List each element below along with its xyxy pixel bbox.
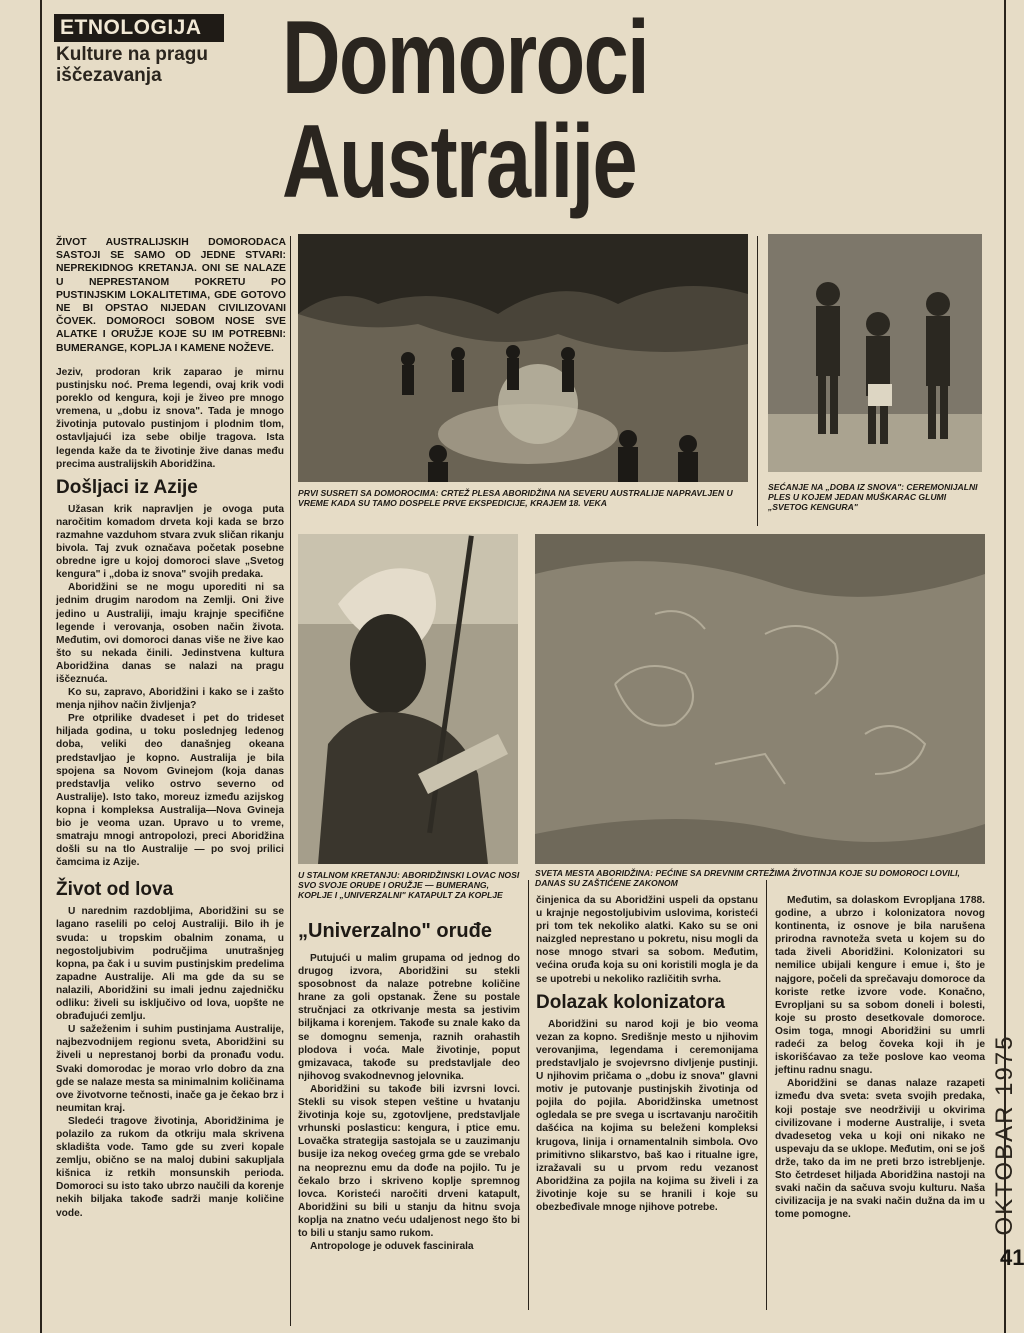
hunter-photo	[298, 534, 518, 864]
dance-drawing-illustration	[298, 234, 748, 482]
column-1	[56, 366, 284, 1220]
paragraph: Aboridžini se ne mogu uporediti ni sa jednim drugim narodom na Zemlji. Oni žive jedino u Australiji, imaju krajnje specifične legende i verovanja, osoben način života. Međutim, ovi domoroci danas više ne žive kao što su nekada činili. Jedinstvena kultura Aboridžina danas se nalazi na pragu iščeznuća.	[56, 582, 284, 685]
caption-photo-2: SEĆANJE NA „DOBA IZ SNOVA": CEREMONIJALNI PLES U KOJEM JEDAN MUŠKARAC GLUMI „SVETOG KENGURA"	[768, 482, 978, 512]
caption-photo-3: U STALNOM KRETANJU: ABORIDŽINSKI LOVAC NOSI SVO SVOJE ORUĐE I ORUŽJE — BUMERANG, KOPLJE I „UNIVERZALNI" KATAPULT ZA KOPLJE	[298, 870, 520, 900]
ceremonial-dance-photo	[768, 234, 982, 472]
margin-date-text: OKTOBAR 1975	[991, 1034, 1018, 1236]
column-4	[775, 894, 985, 1221]
headline-line-1: Domoroci	[282, 0, 649, 116]
subheading-zivot-od-lova: Život od lova	[56, 879, 174, 901]
section-subtitle: Kulture na pragu iščezavanja	[56, 44, 209, 86]
paragraph: Aboridžini su takođe bili izvrsni lovci. Stekli su visok stepen veštine u hvatanju životinja koje su, zgotovljene, predstavljale vrhunski poslasticu: kengura, i ptice emu. Lovačka strategija sastojala se u zauzimanju busije iza nekog ovećeg grma gde se vrebalo na neopreznu emu da dođe na pojilo. Tu je čekalo brzo i skriveno koplje spremnog lovca. Koristeći naročiti drveni katapult, Aboridžini su bili u stanju da hitnu svoja koplja na znatno veću udaljenost nego što bi to bili u stanju samo rukom.	[298, 1083, 520, 1239]
paragraph: činjenica da su Aboridžini uspeli da opstanu u krajnje negostoljubivim uslovima, koristeći pri tom tek nekoliko alatki. Kako su se oni naizgled neprestano u pokretu, nisu mogli da nose mnogo stvari sa sobom. Međutim, većina oruđa koja su oni koristili mogla je da se upotrebi u nekoliko različitih svrha.	[536, 895, 758, 985]
headline-line-2: Australije	[282, 104, 637, 220]
caption-photo-4: SVETA MESTA ABORIDŽINA: PEĆINE SA DREVNIM CRTEŽIMA ŽIVOTINJA KOJE SU DOMOROCI LOVILI, DANAS SU ZAŠTIĆENE ZAKONOM	[535, 868, 960, 888]
paragraph: Međutim, sa dolaskom Evropljana 1788. godine, a ubrzo i kolonizatora novog kontinenta, iz osnove je bila narušena prirodna ravnoteža sveta u kojem su do tada živeli Aboridžini. Kolonizatori su nemilice ubijali kengure i emue i, što je najgore, počeli da sprečavaju domoroce da koriste retke izvore vode. Konačno, Evropljani su sa sobom doneli i bolesti, koje su prosto desetkovale domoroce. Osim toga, mnogi Aboridžini su umrli radeći za belog čoveka koji ih je iskorišćavao za teže poslove kao veoma jeftinu radnu snagu.	[775, 895, 985, 1077]
section-tag: ETNOLOGIJA	[54, 14, 224, 42]
column-2	[298, 920, 520, 1253]
subheading-dolazak-kolonizatora: Dolazak kolonizatora	[536, 991, 725, 1013]
paragraph: U narednim razdobljima, Aboridžini su se lagano raselili po celoj Australiji. Bilo ih je svuda: u tropskim obalnim zonama, u negostoljubivim područjima unutrašnjeg kopna, pa čak i u suvim pustinjskim predelima zapadne Australije. Ali ma gde da su se nalazili, Aboridžini su imali jednu zajedničku odliku: živeli su isključivo od lova, uopšte ne obrađujući zemlju.	[56, 906, 284, 1023]
paragraph: Aboridžini su narod koji je bio veoma vezan za kopno. Središnje mesto u njihovim verovanjima, legendama i ceremonijama predstavljalo je svojevrsno divljenje pustinji. U njihovim pričama o „dobu iz snova" glavni motiv je putovanje pustinjskih životinja od pojila do pojila. Aboridžinska umetnost ogledala se pre svega u iscrtavanju naročitih dašćica na kojima su beleženi kompleksi krugova, linija i ornamentalnih simbola. Ovo primitivno slikarstvo, baš kao i ritualne igre, izražavali su u prvom redu vezanost Aboridžina za pojila na kojima su živeli i za životinje koje su se hranili i koje su obezbeđivale mnoge njihove potrebe.	[536, 1018, 758, 1213]
page-number: 41	[1000, 1245, 1024, 1270]
paragraph: U sažeženim i suhim pustinjama Australije, najbezvodnijem regionu sveta, Aboridžini su živeli u neprestanoj borbi da pronađu vodu. Svaki domorodac je morao vrlo dobro da zna gde se nalaze mesta sa minimalnim količinama ove životvorne tečnosti, inače ga je čekao brz i neumitan kraj.	[56, 1024, 284, 1114]
paragraph: Pre otprilike dvadeset i pet do trideset hiljada godina, u toku poslednjeg ledenog doba, veliki deo današnjeg okeana predstavljao je kopno. Australija je bila spojena sa Novom Gvinejom (koja danas predstavlja veliko ostrvo severno od Australije). Isto tako, moreuz između azijskog kopna i kompleksa Australija—Nova Gvineja bio je veoma uzan. Upravo u to vreme, smatraju mnogi antropolozi, preci Aboridžina došli su na tlo Australije — po svoj prilici čamcima iz Azije.	[56, 713, 284, 869]
photo-ceremonial-dance	[768, 234, 982, 472]
margin-date	[990, 1034, 1020, 1236]
column-3	[536, 894, 758, 1214]
intro-paragraph: Jeziv, prodoran krik zaparao je mirnu pustinjsku noć. Prema legendi, ovaj krik vodi poreklo od kengura, koji je živeo pre mnogo vremena, u „dobu iz snova". Tada je mnogo životinja putovalo pustinjom i plodnim tlom, ostavljajući iza sebe obilje tragova. Ista legenda kaže da te životinje žive danas među precima australijskih Aboridžina.	[56, 367, 284, 470]
paragraph: Sledeći tragove životinja, Aboridžinima je polazilo za rukom da otkriju mala skrivena skladišta vode. Tamo gde su zveri kopale zemlju, obično se na maloj dubini sakupljala kišnica iz retkih monsunskih perioda. Domoroci su isto tako ubrzo naučili da korenje nekih biljaka takođe sadrži manje količine vode.	[56, 1115, 284, 1219]
subheading-dosljaci: Došljaci iz Azije	[56, 476, 198, 498]
paragraph: Ko su, zapravo, Aboridžini i kako se i zašto menja njihov način življenja?	[56, 687, 284, 712]
paragraph: Aboridžini se danas nalaze razapeti između dva sveta: sveta svojih predaka, koji postaje sve neodrživiji u okvirima civilizovane i moderne Australije, i sveta dvadesetog veka u koji oni nikako ne uspevaju da se uklope. Međutim, oni se još drže, tako da im ne preti brzo istrebljenje. Sto četrdeset hiljada Aboridžina nastoji na svaki način da sačuva svoju kulturu. Naša civilizacija je na svaki način dužna da im u tome pomogne.	[775, 1078, 985, 1221]
paragraph: Užasan krik napravljen je ovoga puta naročitim komadom drveta koji kada se brzo razmahne vazduhom stvara zvuk sličan rikanju bivola. Taj zvuk označava početak posebne obredne igre u kojoj domoroci slave „Svetog kengura" i „doba iz snova" svojih predaka.	[56, 503, 284, 581]
subheading-univerzalno-orudje: „Univerzalno" oruđe	[298, 920, 492, 942]
paragraph: Antropologe je oduvek fascinirala	[310, 1241, 474, 1253]
lede: ŽIVOT AUSTRALIJSKIH DOMORODACA SASTOJI SE SAMO OD JEDNE STVARI: NEPREKIDNOG KRETANJA. ONI SE NALAZE U NEPRESTANOM POKRETU PO PUSTINJSKIM LOKALITETIMA, GDE GOTOVO NE BI OPSTAO NIJEDAN CIVILIZOVANI ČOVEK. DOMOROCI SOBOM NOSE SVE ALATKE I ORUŽJE KOJE SU IM POTREBNI: BUMERANGE, KOPLJA I KAMENE NOŽEVE.	[56, 237, 286, 354]
paragraph: Putujući u malim grupama od jednog do drugog izvora, Aboridžini su stekli sposobnost da nalaze potrebne količine hrane za goli opstanak. Žene su postale stručnjaci za otkrivanje mesta sa jestivim biljkama i korenjem. Takođe su znale kako da se domognu semenja, raznih orahastih plodova i voća. Male životinje, poput gmizavaca, takođe su predstavljale deo njihovog svakodnevnog jelovnika.	[298, 953, 520, 1082]
caption-photo-1: PRVI SUSRETI SA DOMOROCIMA: CRTEŽ PLESA ABORIDŽINA NA SEVERU AUSTRALIJE NAPRAVLJEN U VREME KADA SU TAMO DOSPELE PRVE EKSPEDICIJE, KRAJEM 18. VEKA	[298, 488, 733, 508]
photo-cave-drawings	[535, 534, 985, 864]
cave-drawings-photo	[535, 534, 985, 864]
photo-hunter	[298, 534, 518, 864]
photo-dance-drawing	[298, 234, 748, 482]
